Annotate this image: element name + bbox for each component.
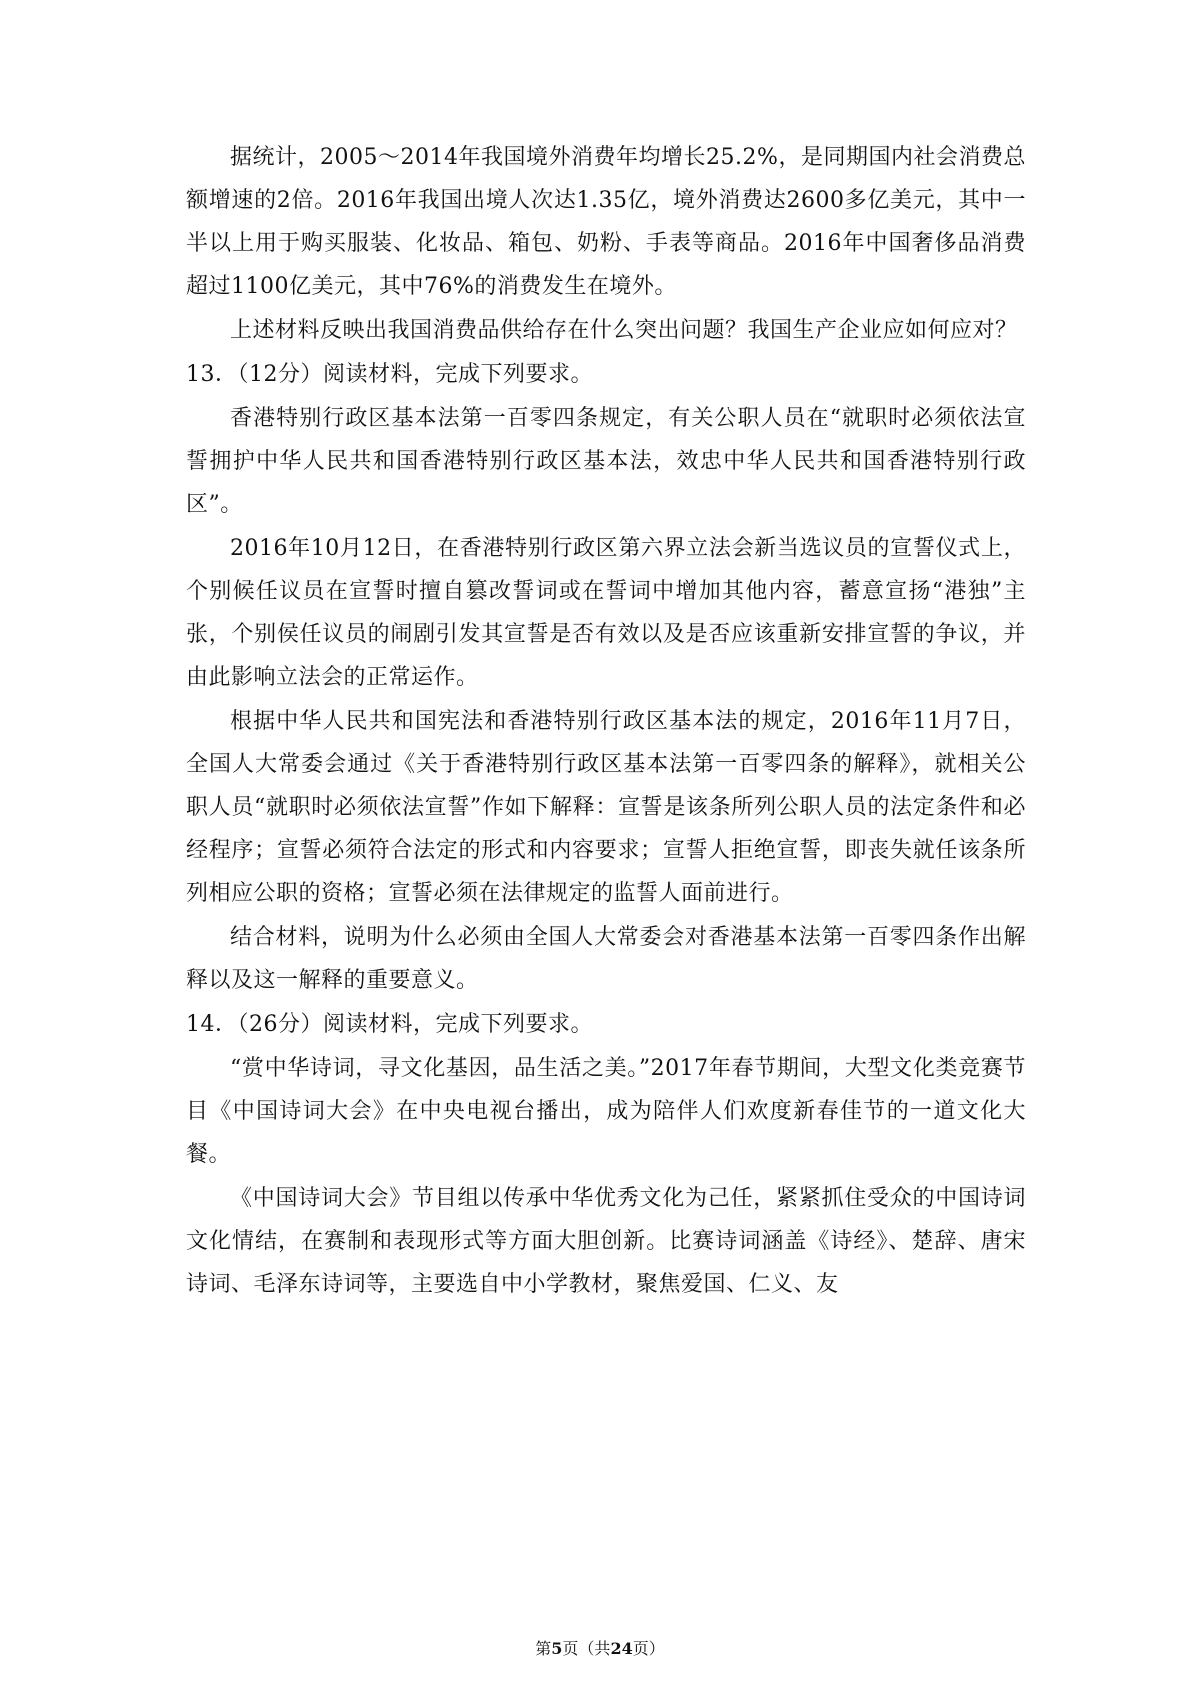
paragraph-question-13-prompt: 结合材料，说明为什么必须由全国人大常委会对香港基本法第一百零四条作出解释以及这一解释的重要意义。 bbox=[186, 925, 1026, 993]
paragraph-oath-incident: 2016年10月12日，在香港特别行政区第六界立法会新当选议员的宣誓仪式上，个别候任议员在宣誓时擅自篡改誓词或在誓词中增加其他内容，蓄意宣扬“港独”主张，个别侯任议员的闹剧引发其宣誓是否有效以及是否应该重新安排宣誓的争议，并由此影响立法会的正常运作。 bbox=[186, 536, 1026, 690]
footer-page-number: 5 bbox=[551, 1639, 563, 1658]
page-footer bbox=[0, 1636, 1200, 1659]
paragraph-npc-interpretation: 根据中华人民共和国宪法和香港特别行政区基本法的规定，2016年11月7日，全国人大常委会通过《关于香港特别行政区基本法第一百零四条的解释》，就相关公职人员“就职时必须依法宣誓”作如下解释：宣誓是该条所列公职人员的法定条件和必经程序；宣誓必须符合法定的形式和内容要求；宣誓人拒绝宣誓，即丧失就任该条所列相应公职的资格；宣誓必须在法律规定的监誓人面前进行。 bbox=[186, 709, 1026, 906]
paragraph-question-12-prompt: 上述材料反映出我国消费品供给存在什么突出问题？我国生产企业应如何应对？ bbox=[230, 318, 1018, 343]
footer-suffix: 页） bbox=[632, 1639, 665, 1658]
question-14-heading: 14．（26分）阅读材料，完成下列要求。 bbox=[186, 1012, 593, 1037]
paragraph-statistics: 据统计，2005～2014年我国境外消费年均增长25.2%，是同期国内社会消费总额增速的2倍。2016年我国出境人次达1.35亿，境外消费达2600多亿美元，其中一半以上用于购买服装、化妆品、箱包、奶粉、手表等商品。2016年中国奢侈品消费超过1100亿美元，其中76%的消费发生在境外。 bbox=[186, 145, 1026, 299]
question-13-heading: 13．（12分）阅读材料，完成下列要求。 bbox=[186, 362, 593, 387]
paragraph-basic-law-article: 香港特别行政区基本法第一百零四条规定，有关公职人员在“就职时必须依法宣誓拥护中华人民共和国香港特别行政区基本法，效忠中华人民共和国香港特别行政区”。 bbox=[186, 406, 1026, 517]
paragraph-poetry-show-intro: “赏中华诗词，寻文化基因，品生活之美。”2017年春节期间，大型文化类竞赛节目《中国诗词大会》在中央电视台播出，成为陪伴人们欢度新春佳节的一道文化大餐。 bbox=[186, 1056, 1026, 1167]
footer-total-pages: 24 bbox=[610, 1639, 633, 1658]
document-body bbox=[186, 136, 1026, 1307]
paragraph-poetry-show-details: 《中国诗词大会》节目组以传承中华优秀文化为己任，紧紧抓住受众的中国诗词文化情结，在赛制和表现形式等方面大胆创新。比赛诗词涵盖《诗经》、楚辞、唐宋诗词、毛泽东诗词等，主要选自中小学教材，聚焦爱国、仁义、友 bbox=[186, 1186, 1026, 1297]
footer-middle: 页（共 bbox=[562, 1639, 611, 1658]
footer-prefix: 第 bbox=[535, 1639, 552, 1658]
